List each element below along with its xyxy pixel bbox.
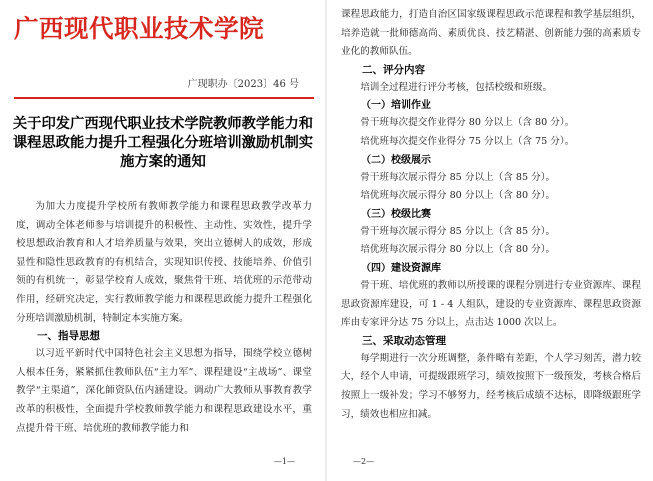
section-2-heading: 二、评分内容	[362, 63, 425, 76]
subsection-3-heading: （三）校级比赛	[361, 208, 431, 220]
section-3-heading: 三、采取动态管理	[362, 334, 446, 347]
notice-title: 关于印发广西现代职业技术学院教师教学能力和课程思政能力提升工程强化分班培训激励机制实施方案的通知	[12, 116, 314, 170]
document-number: 广现职办〔2023〕46 号	[187, 79, 299, 90]
school-header-title: 广西现代职业技术学院	[14, 14, 264, 43]
intro-paragraph: 为加大力度提升学校所有教师教学能力和课程思政教学改革力度，调动全体老师参与培训提升的积极性、主动性、实效性，提升学校思想政治教育和人才培养质量与效果，突出立德树人的成效，形成显性和隐性思政教育的有机结合，实现知识传授、技能培养、价值引领的有机统一，彰显学校育人成效，聚焦骨干班、培优班的示范带动作用，经研究决定，实行教师教学能力和课程思政能力提升工程强化分班培训激励机制，特制定本实施方案。	[16, 201, 312, 324]
subsection-4-heading: （四）建设资源库	[361, 262, 441, 274]
page-1-body	[16, 198, 312, 438]
red-header-rule	[14, 97, 314, 99]
section-2-intro: 培训全过程进行评分考核，包括校级和班级。	[360, 81, 553, 93]
subsection-3-line-2: 培优班每次展示得分 80 分以上（含 80 分）。	[360, 244, 556, 256]
subsection-2-line-2: 培优班每次展示得分 80 分以上（含 80 分）。	[360, 190, 556, 202]
subsection-1-line-2: 培优班每次提交作业得分 75 分以上（含 75 分）。	[360, 135, 575, 147]
document-page-1	[0, 0, 325, 481]
section-3-text: 每学期进行一次分班调整，条件略有差距，个人学习刻苦，潜力较大，经个人申请，可提级跟班学习，绩效按照下一级预发，考核合格后按照上一级补发；学习不够努力，经考核后成绩不达标，即降级跟班学习，绩效也相应扣减。	[341, 352, 641, 420]
page-2-body	[341, 6, 641, 424]
subsection-4-text: 骨干班、培优班的教师以所授课的课程分别进行专业资源库、课程思政资源库建设，可 1 - 4 人组队，建设的专业资源库、课程思政资源库由专家评分达 75 分以上，点击达 1000 次以上。	[341, 279, 641, 329]
section-1-text: 以习近平新时代中国特色社会主义思想为指导，围绕学校立德树人根本任务，紧紧抓住教师队伍“主力军”、课程建设“主战场”、课堂教学“主渠道”，深化師资队伍内涵建设。调动广大教师从事教育教学改革的积极性，全面提升学校教师教学能力和课程思政建设水平，重点提升骨干班、培优班的教师教学能力和	[16, 348, 312, 434]
section-1-heading: 一、指导思想	[37, 330, 100, 343]
page-number-1: —1—	[273, 457, 295, 466]
subsection-2-heading: （二）校级展示	[361, 154, 431, 166]
document-page-2	[327, 0, 653, 481]
continuation-paragraph: 课程思政能力，打造自治区国家级课程思政示范课程和教学基层组织，培养造就一批师德高尚、素质优良、技艺精湛、创新能力强的高素质专业化的教师队伍。	[341, 9, 641, 58]
subsection-3-line-1: 骨干班每次展示得分 85 分以上（含 85 分）。	[360, 225, 556, 237]
subsection-1-line-1: 骨干班每次提交作业得分 80 分以上（含 80 分）。	[360, 117, 575, 129]
subsection-1-heading: （一）培训作业	[361, 100, 431, 112]
page-number-2: —2—	[353, 457, 375, 466]
subsection-2-line-1: 骨干班每次展示得分 85 分以上（含 85 分）。	[360, 171, 556, 183]
